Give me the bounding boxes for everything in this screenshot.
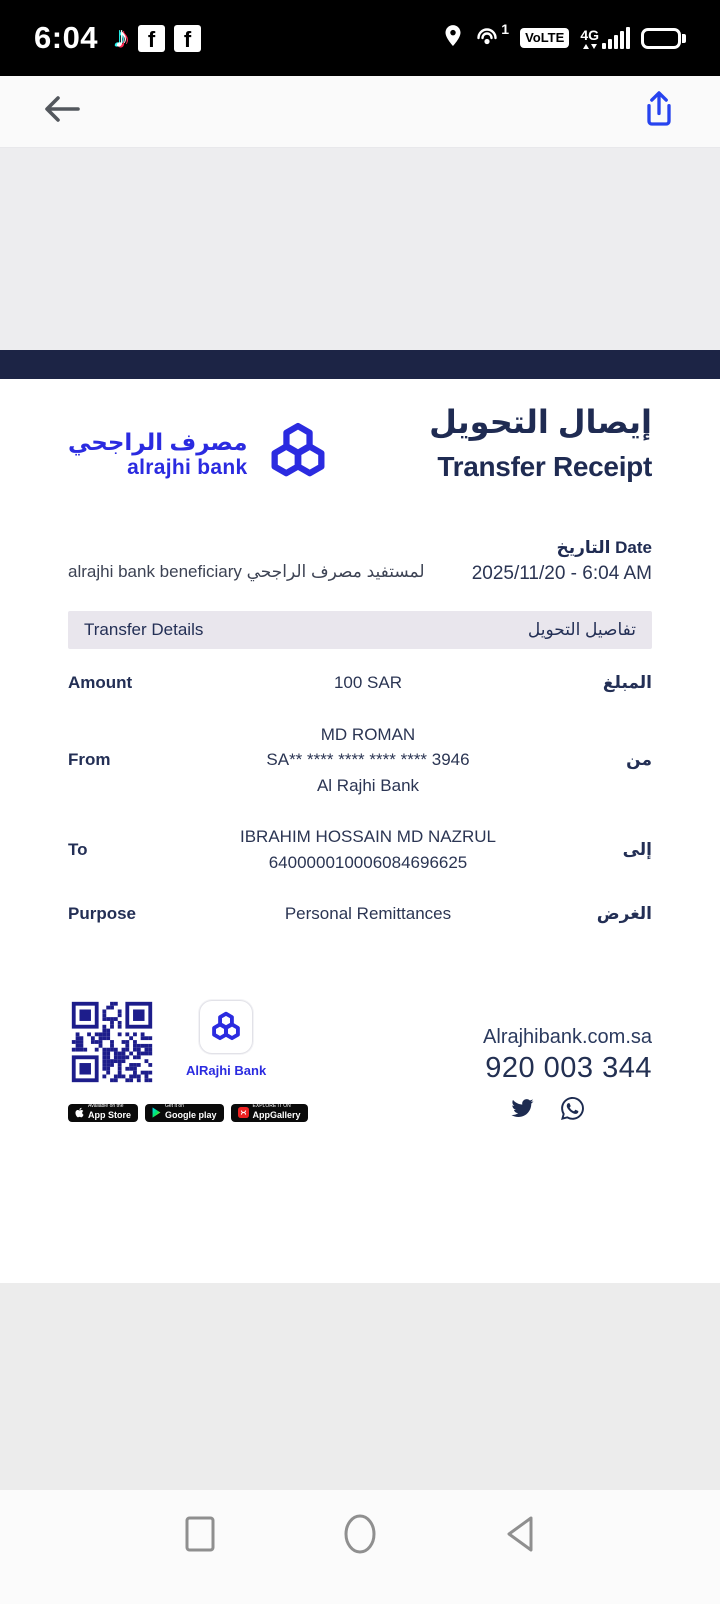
back-button[interactable] [42,92,82,131]
brand-name-english: alrajhi bank [127,456,248,480]
table-row-purpose [68,888,652,940]
row-label-en: Amount [68,672,133,692]
badge-store-name: Google play [165,1110,217,1121]
row-value [180,670,556,696]
row-value [180,901,556,927]
hotspot-count: 1 [501,21,510,37]
volte-badge: VoLTE [520,28,569,48]
app-store-badge [68,1104,138,1122]
bank-phone-number: 920 003 344 [485,1051,652,1084]
network-type: 4G [580,27,599,43]
row-label-en: From [68,749,111,769]
row-value-line: IBRAHIM HOSSAIN MD NAZRUL [240,827,496,846]
table-row-to [68,811,652,888]
row-label-en: To [68,839,88,859]
status-icons [443,21,686,53]
row-label-ar: من [626,749,652,769]
whatsapp-icon [561,1097,584,1125]
table-row-from [68,709,652,812]
battery-icon [641,28,686,49]
brand-name-arabic: مصرف الراجحي [68,428,248,455]
row-label-ar: إلى [622,839,652,859]
row-value-line: MD ROMAN [320,724,416,744]
alrajhi-bank-logo [68,421,331,488]
status-bar [0,0,720,76]
page-background-top [0,148,720,350]
table-row-amount [68,657,652,709]
badge-tagline: Get it on [165,1103,184,1110]
row-label-en: Purpose [68,903,137,923]
twitter-icon [510,1097,535,1125]
alrajhi-app-icon [199,1000,253,1054]
alrajhi-emblem-icon [265,421,331,488]
receipt-title-english: Transfer Receipt [437,451,652,483]
clock: 6:04 [34,20,99,55]
navy-divider-band [0,350,720,379]
appgallery-badge [231,1104,308,1122]
beneficiary-note: alrajhi bank beneficiary لمستفيد مصرف الراجحي [68,562,425,581]
transfer-details-header [68,611,652,649]
details-header-arabic: تفاصيل التحويل [527,620,636,639]
badge-tagline: Available on the [88,1103,124,1110]
google-play-badge [145,1104,224,1122]
store-badges [68,1104,308,1122]
share-button[interactable] [640,89,678,134]
row-value-line: 640000010006084696625 [268,852,468,872]
badge-store-name: App Store [88,1110,132,1121]
transfer-receipt-document [0,379,720,1283]
row-value-line: Al Rajhi Bank [316,775,420,795]
bank-website: Alrajhibank.com.sa [483,1025,652,1048]
qr-code [68,998,156,1086]
row-value-line: SA** **** **** **** **** 3946 [266,750,470,769]
transfer-details-table [68,657,652,940]
facebook-notification-icon: f [174,25,201,52]
date-value: 2025/11/20 - 6:04 AM [471,563,652,584]
badge-store-name: AppGallery [252,1110,301,1121]
tiktok-notification-icon: ♪ [114,21,130,54]
row-value-line: Personal Remittances [284,904,452,923]
app-bar [0,76,720,148]
app-name-label: AlRajhi Bank [186,1062,267,1078]
page-background-bottom [0,1283,720,1490]
facebook-notification-icon: f [138,25,165,52]
receipt-footer [68,998,652,1125]
row-value [180,824,556,875]
row-label-ar: الغرض [596,903,652,923]
date-label: التاريخ Date [556,538,652,557]
system-navigation-bar [0,1490,720,1604]
receipt-title-arabic: إيصال التحويل [429,404,652,440]
row-value-line: 100 SAR [333,673,403,692]
recents-button[interactable] [180,1512,220,1556]
location-icon [443,24,463,53]
row-value [180,722,556,799]
notification-icons [114,21,201,55]
hotspot-icon [474,21,510,51]
details-header-english: Transfer Details [84,620,204,639]
row-label-ar: المبلغ [602,672,652,692]
signal-icon [580,27,630,49]
back-nav-button[interactable] [500,1512,540,1556]
badge-tagline: EXPLORE IT ON [252,1103,291,1110]
home-button[interactable] [340,1512,380,1556]
